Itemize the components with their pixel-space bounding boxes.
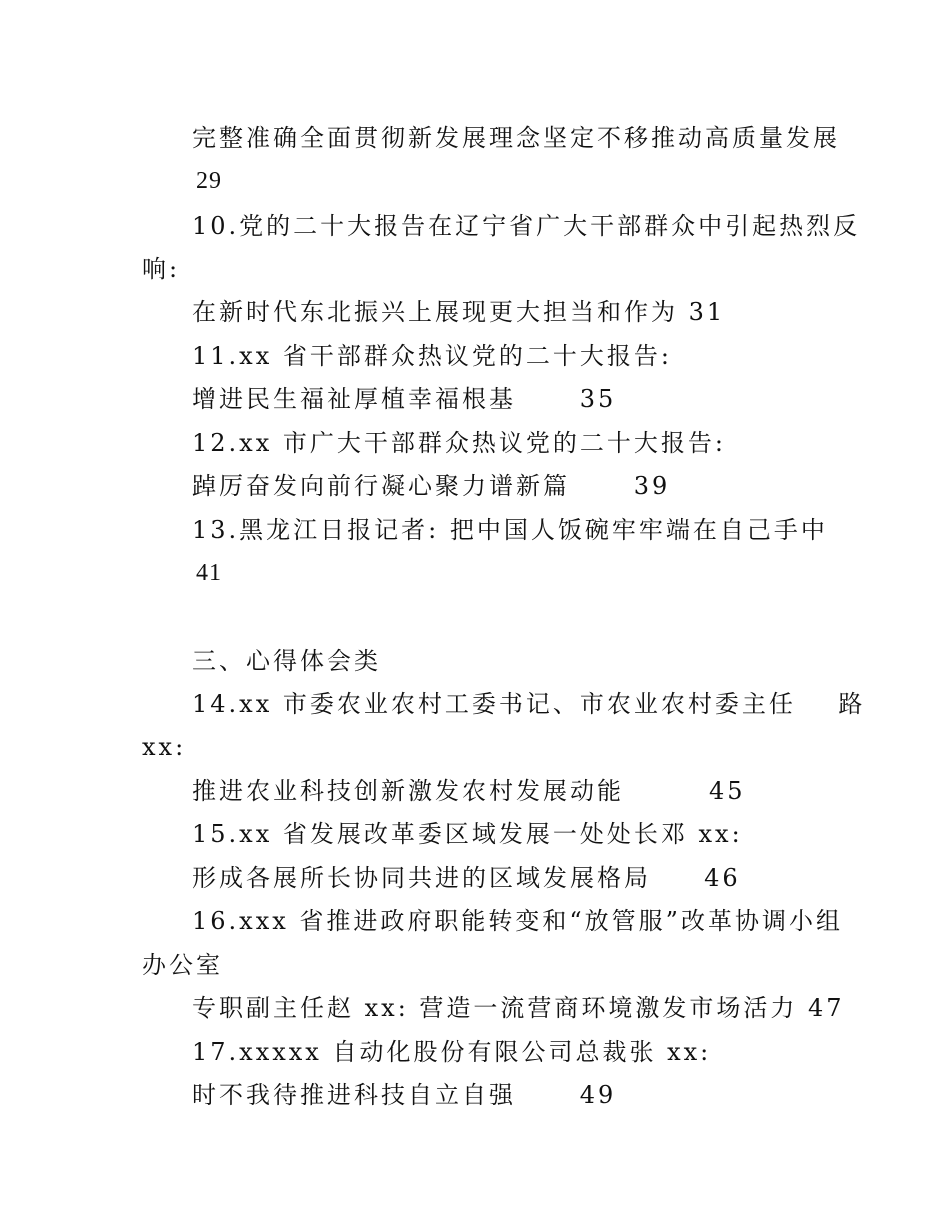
toc-entry-10-cont: 响: bbox=[142, 255, 181, 283]
toc-page-29: 29 bbox=[196, 168, 222, 194]
toc-entry-15: 15.xx 省发展改革委区域发展一处处长邓 xx: bbox=[192, 820, 743, 848]
toc-entry-14-subtitle: 推进农业科技创新激发农村发展动能 45 bbox=[192, 777, 746, 805]
toc-page-41: 41 bbox=[196, 560, 222, 586]
toc-entry-16-cont: 办公室 bbox=[142, 951, 223, 979]
toc-entry-12: 12.xx 市广大干部群众热议党的二十大报告: bbox=[192, 429, 726, 457]
toc-entry-17-subtitle: 时不我待推进科技自立自强 49 bbox=[192, 1081, 617, 1109]
toc-entry-12-subtitle: 踔厉奋发向前行凝心聚力谱新篇 39 bbox=[192, 472, 671, 500]
section-heading-3: 三、心得体会类 bbox=[192, 647, 381, 675]
toc-entry-17: 17.xxxxx 自动化股份有限公司总裁张 xx: bbox=[192, 1038, 712, 1066]
toc-line-1: 完整准确全面贯彻新发展理念坚定不移推动高质量发展 bbox=[192, 124, 840, 152]
toc-entry-16: 16.xxx 省推进政府职能转变和“放管服”改革协调小组 bbox=[192, 907, 843, 935]
toc-entry-10: 10.党的二十大报告在辽宁省广大干部群众中引起热烈反 bbox=[192, 212, 861, 240]
toc-entry-11-subtitle: 增进民生福祉厚植幸福根基 35 bbox=[192, 385, 617, 413]
toc-entry-16-subtitle: 专职副主任赵 xx: 营造一流营商环境激发市场活力 47 bbox=[192, 994, 845, 1022]
toc-entry-14: 14.xx 市委农业农村工委书记、市农业农村委主任 路 bbox=[192, 690, 866, 718]
toc-entry-11: 11.xx 省干部群众热议党的二十大报告: bbox=[192, 342, 672, 370]
toc-entry-10-subtitle: 在新时代东北振兴上展现更大担当和作为 31 bbox=[192, 298, 726, 326]
toc-entry-13: 13.黑龙江日报记者: 把中国人饭碗牢牢端在自己手中 bbox=[192, 516, 828, 544]
toc-entry-15-subtitle: 形成各展所长协同共进的区域发展格局 46 bbox=[192, 864, 741, 892]
toc-entry-14-cont: xx: bbox=[142, 733, 187, 761]
